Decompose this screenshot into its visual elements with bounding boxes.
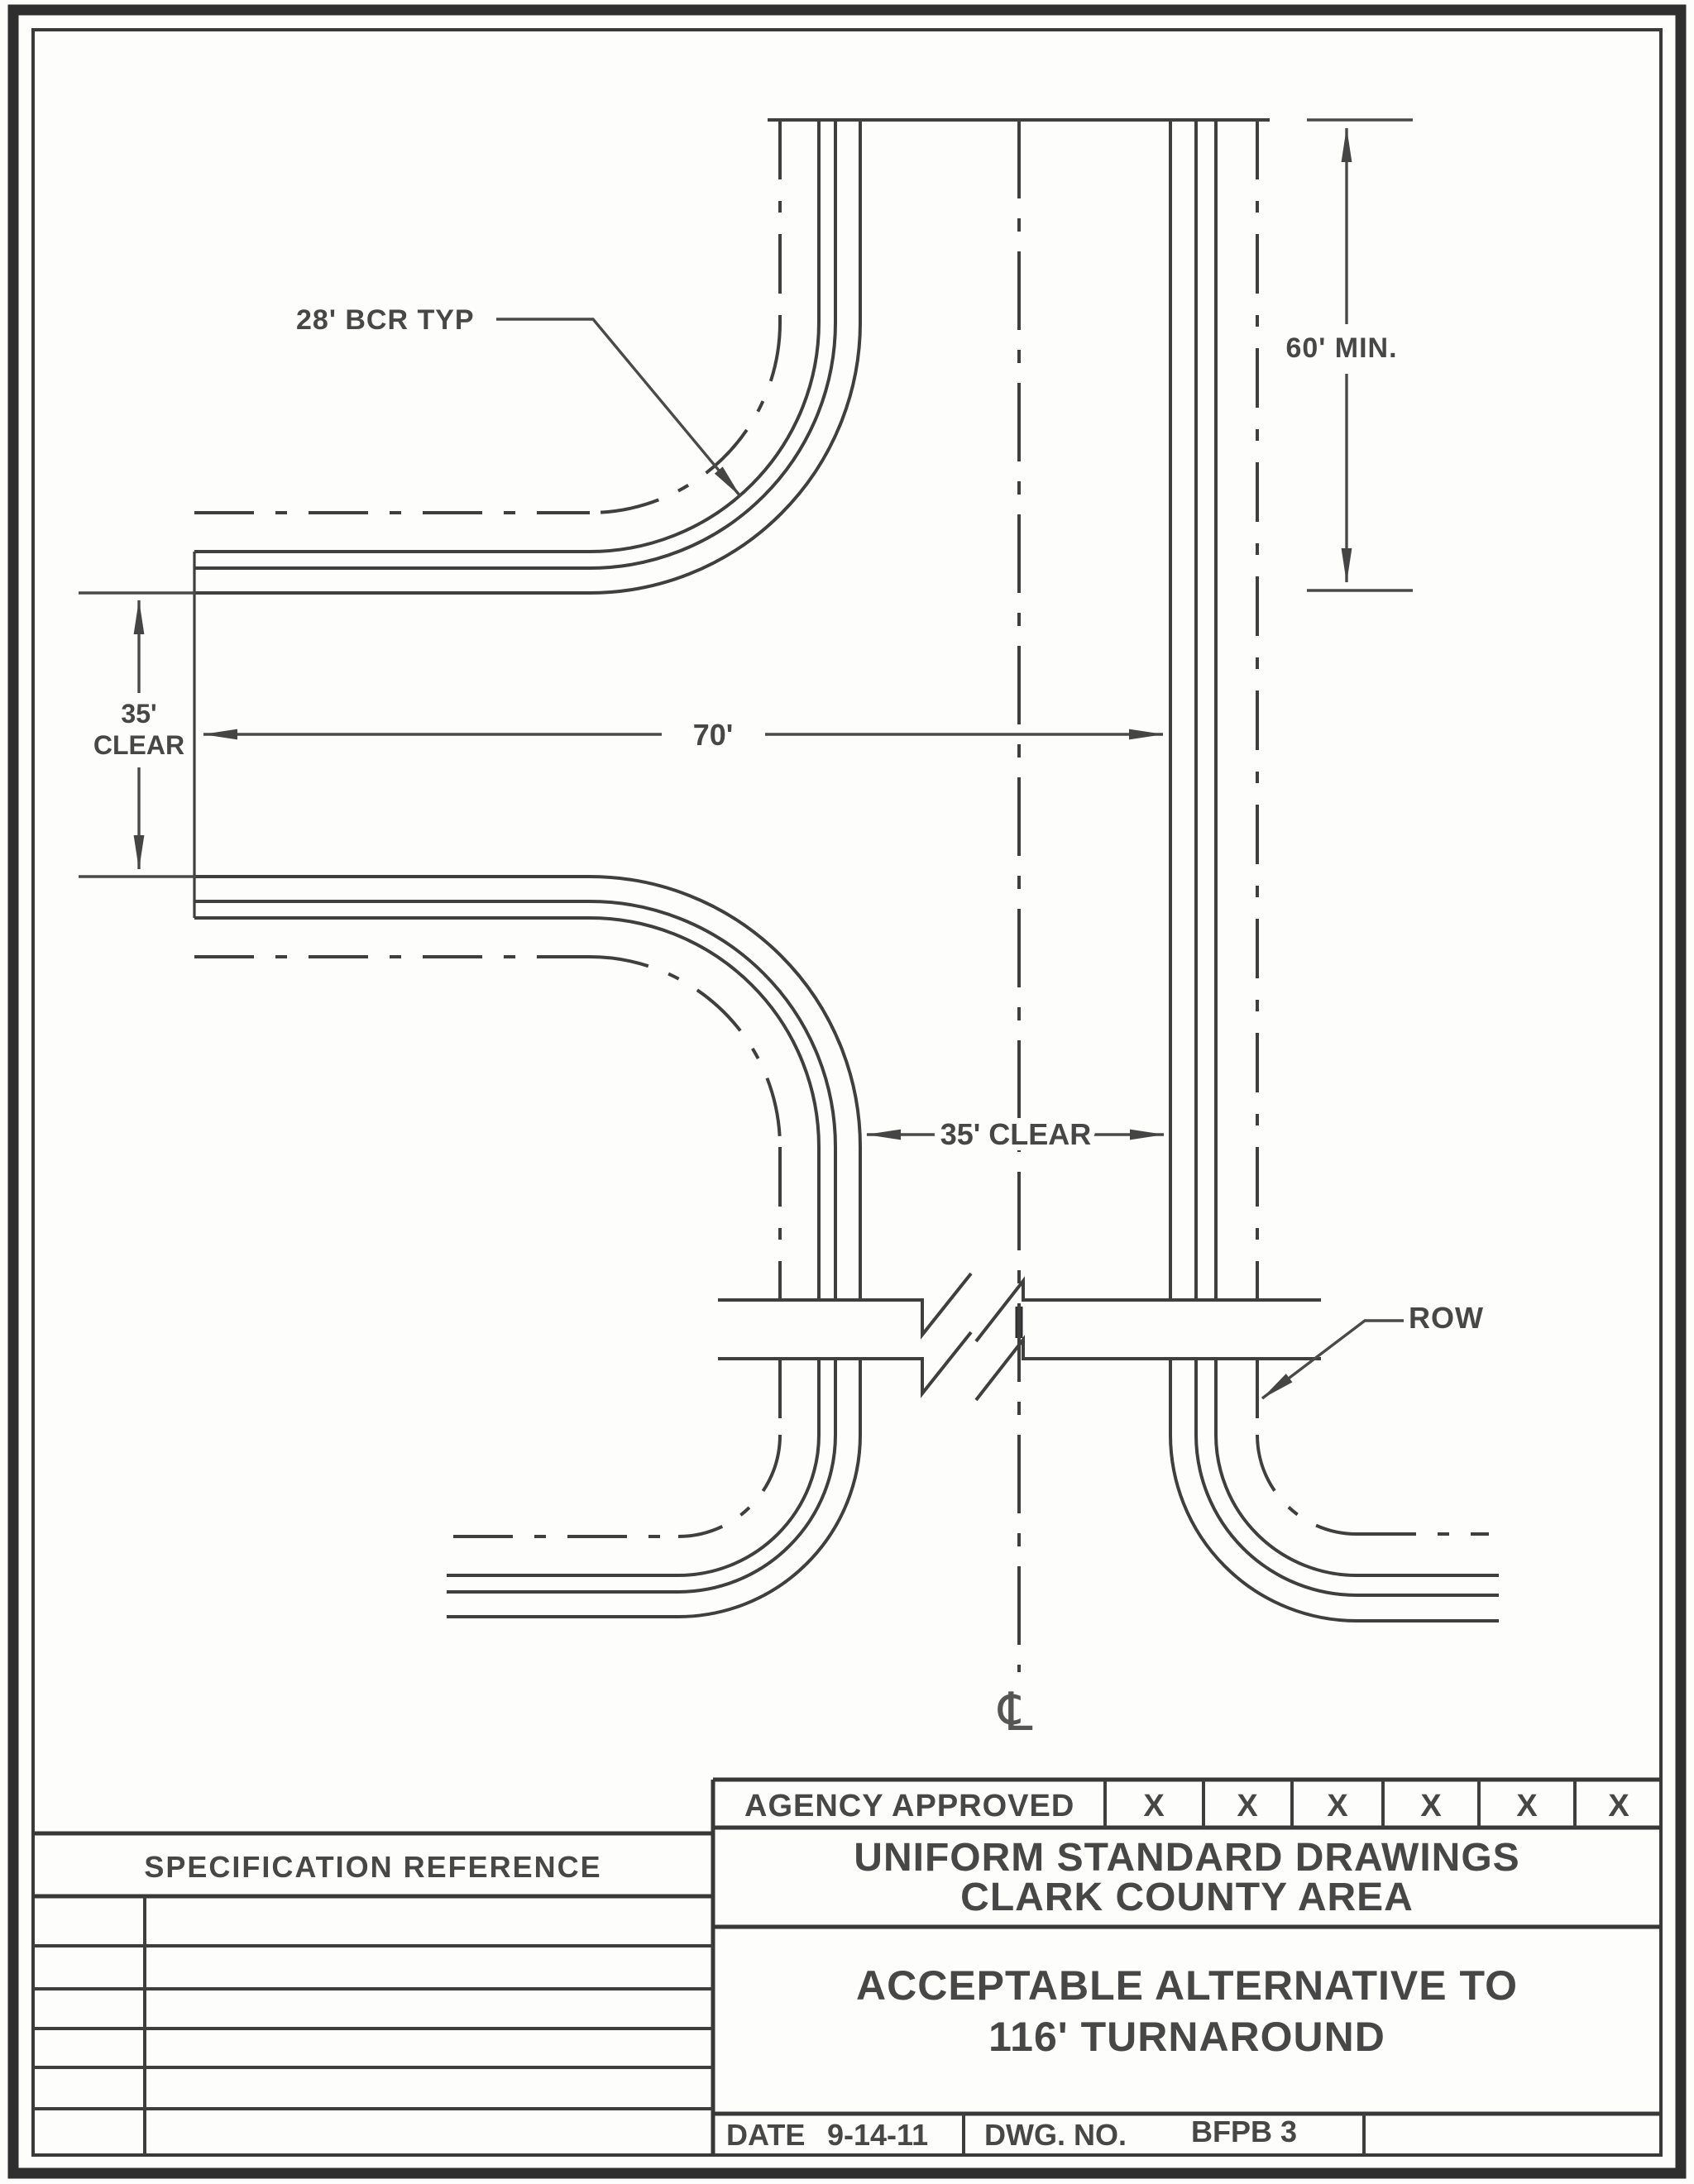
agency-approved-label: AGENCY APPROVED	[744, 1789, 1075, 1823]
row-label: ROW	[1409, 1301, 1484, 1335]
approval-mark-6: X	[1608, 1789, 1629, 1823]
approval-mark-2: X	[1237, 1789, 1258, 1823]
dim-35-left-label-line2: CLEAR	[93, 730, 185, 760]
dwg-no-value: BFPB 3	[1191, 2115, 1298, 2148]
sheet-title-line2: 116' TURNAROUND	[988, 2014, 1385, 2060]
dim-60-min-label: 60' MIN.	[1285, 332, 1398, 364]
approval-mark-5: X	[1516, 1789, 1538, 1823]
org-line1: UNIFORM STANDARD DRAWINGS	[854, 1836, 1520, 1880]
dim-35-left-label-line1: 35'	[121, 699, 157, 729]
centerline-symbol: ℄	[998, 1682, 1033, 1743]
bcr-label: 28' BCR TYP	[296, 304, 475, 336]
approval-mark-1: X	[1143, 1789, 1165, 1823]
spec-reference-label: SPECIFICATION REFERENCE	[144, 1850, 602, 1884]
sheet-title-line1: ACCEPTABLE ALTERNATIVE TO	[856, 1962, 1518, 2009]
approval-mark-3: X	[1327, 1789, 1348, 1823]
org-line2: CLARK COUNTY AREA	[960, 1876, 1414, 1919]
dim-35-center-label: 35' CLEAR	[940, 1117, 1092, 1151]
date-label: DATE	[726, 2118, 806, 2152]
dim-70-label: 70'	[692, 718, 734, 752]
date-value: 9-14-11	[827, 2118, 929, 2152]
dwg-no-label: DWG. NO.	[984, 2118, 1127, 2152]
approval-mark-4: X	[1420, 1789, 1442, 1823]
